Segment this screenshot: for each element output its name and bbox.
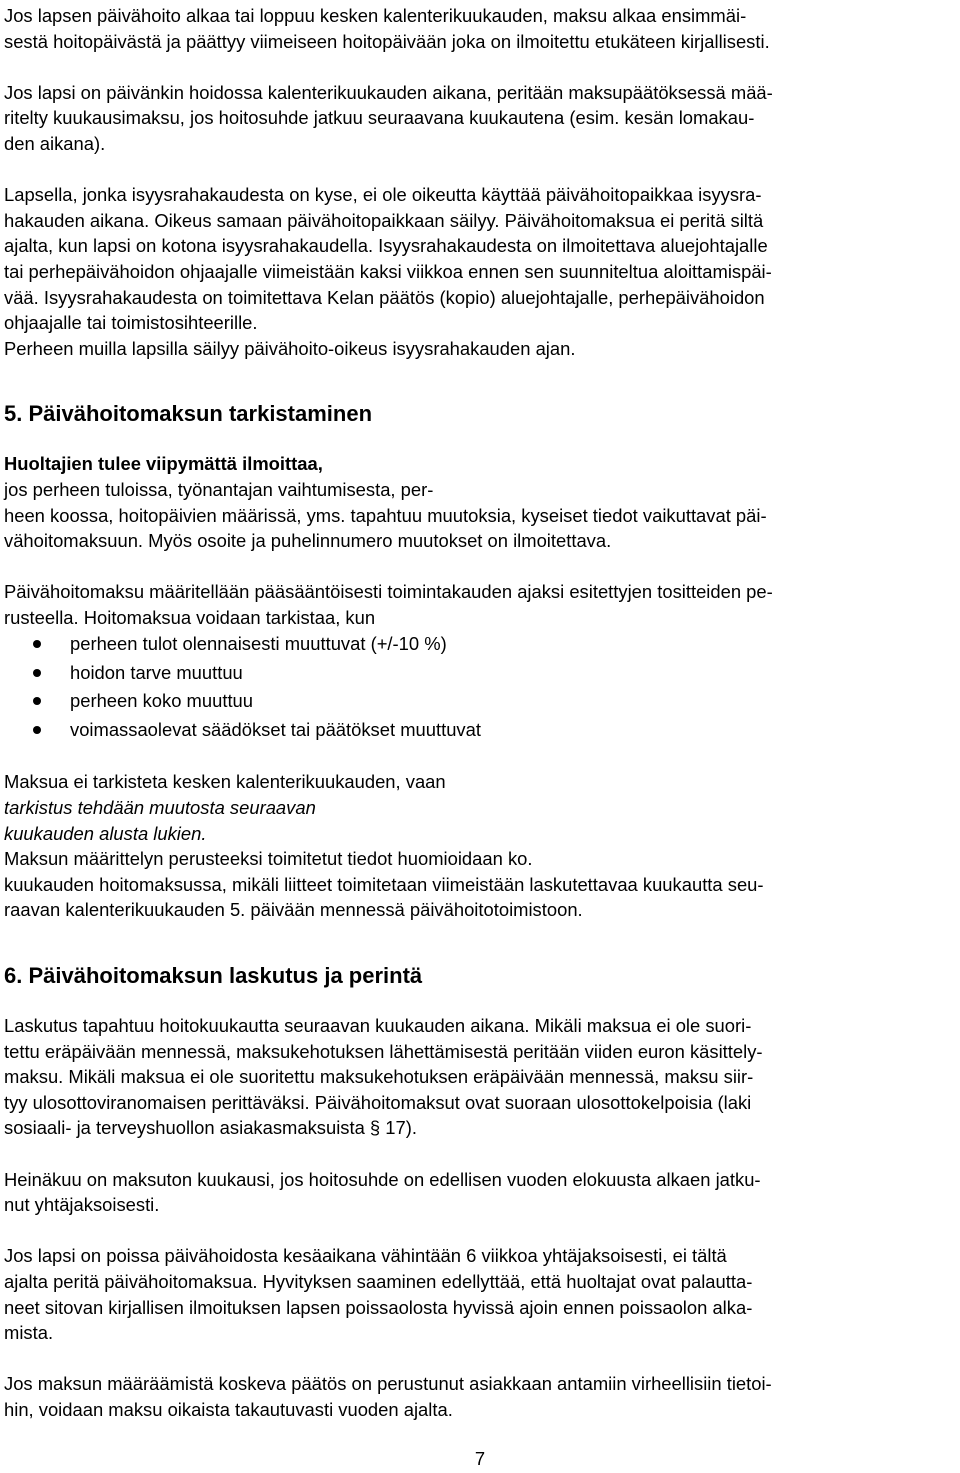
text-line: ritelty kuukausimaksu, jos hoitosuhde jatkuu seuraavana kuukautena (esim. kesän lomakau- [4,107,755,129]
notify-rest: jos perheen tuloissa, työnantajan vaihtumisesta, per- [4,478,434,500]
text-line: Heinäkuu on maksuton kuukausi, jos hoitosuhde on edellisen vuoden elokuusta alkaen jatku- [4,1168,761,1190]
paternity-leave-paragraph [4,182,956,361]
monthly-fee-paragraph [4,80,956,157]
text-line: tettu eräpäivään mennessä, maksukehotuksen lähettämisestä peritään viiden euron käsittely- [4,1040,763,1062]
notify-changes-paragraph [4,451,956,553]
july-free-paragraph [4,1167,956,1218]
document-page [4,0,956,1423]
fee-correction-paragraph [4,1371,956,1422]
section-6-heading: 6. Päivähoitomaksun laskutus ja perintä [4,963,423,989]
text-line: kuukauden hoitomaksussa, mikäli liitteet toimitetaan viimeistään laskutettavaa kuukautta seu- [4,873,764,895]
list-item: perheen koko muuttuu [4,687,956,716]
section-5-heading: 5. Päivähoitomaksun tarkistaminen [4,401,373,427]
text-line: Jos lapsi on päivänkin hoidossa kalenterikuukauden aikana, peritään maksupäätöksessä mää- [4,81,773,103]
text-line: heen koossa, hoitopäivien määrissä, yms. tapahtuu muutoksia, kyseiset tiedot vaikuttavat päi- [4,504,767,526]
text-line [4,451,956,502]
bullet-icon [33,697,41,705]
review-timing-paragraph [4,769,956,923]
text-line: Päivähoitomaksu määritellään pääsääntöisesti toimintakauden ajaksi esitettyjen tositteiden pe- [4,581,773,603]
text-line: ajalta peritä päivähoitomaksua. Hyvityksen saaminen edellyttää, että huoltajat ovat palautta- [4,1270,753,1292]
summer-absence-paragraph [4,1243,956,1345]
text-line: den aikana). [4,132,106,154]
text-line: Lapsella, jonka isyysrahakaudesta on kyse, ei ole oikeutta käyttää päivähoitopaikkaa isyysra- [4,184,762,206]
bullet-icon [33,669,41,677]
text-line: sosiaali- ja terveyshuollon asiakasmaksuista § 17). [4,1117,417,1139]
text-line: Laskutus tapahtuu hoitokuukautta seuraavan kuukauden aikana. Mikäli maksua ei ole suori- [4,1015,752,1037]
text-line: vähoitomaksuun. Myös osoite ja puhelinnumero muutokset on ilmoitettava. [4,530,612,552]
text-line: tai perhepäivähoidon ohjaajalle viimeistään kaksi viikkoa ennen sen suunniteltua aloittamispäi- [4,260,772,282]
text-line: ajalta, kun lapsi on kotona isyysrahakaudella. Isyysrahakaudesta on ilmoitettava aluejohtajalle [4,235,768,257]
text-line: sestä hoitopäivästä ja päättyy viimeiseen hoitopäivään joka on ilmoitettu etukäteen kirjallisesti. [4,30,770,52]
text-line: Maksua ei tarkisteta kesken kalenterikuukauden, vaan tarkistus tehdään muutosta seuraavan [4,769,956,820]
text-line: kuukauden alusta lukien. Maksun määrittelyn perusteeksi toimitetut tiedot huomioidaan ko. [4,821,956,872]
bullet-icon [33,726,41,734]
text-line: ohjaajalle tai toimistosihteerille. [4,312,258,334]
italic-emphasis: tarkistus tehdään muutosta seuraavan [4,797,316,819]
text-line: neet sitovan kirjallisen ilmoituksen lapsen poissaolosta hyvissä ajoin ennen poissaolon alka- [4,1296,753,1318]
text-line: raavan kalenterikuukauden 5. päivään mennessä päivähoitotoimistoon. [4,899,583,921]
text-line: vää. Isyysrahakaudesta on toimitettava Kelan päätös (kopio) aluejohtajalle, perhepäivähoidon [4,286,765,308]
billing-paragraph [4,1013,956,1141]
review-conditions-list [4,630,956,744]
intro-paragraph [4,3,956,54]
notify-bold-lead: Huoltajien tulee viipymättä ilmoittaa, [4,453,323,475]
italic-emphasis: kuukauden alusta lukien. [4,822,207,844]
text-line: maksu. Mikäli maksua ei ole suoritettu maksukehotuksen eräpäivään mennessä, maksu siir- [4,1066,754,1088]
text-line: Perheen muilla lapsilla säilyy päivähoito-oikeus isyysrahakauden ajan. [4,337,576,359]
text-line: hakauden aikana. Oikeus samaan päivähoitopaikkaan säilyy. Päivähoitomaksua ei peritä siltä [4,209,764,231]
text-line: nut yhtäjaksoisesti. [4,1194,160,1216]
list-item: hoidon tarve muuttuu [4,659,956,688]
text-line: mista. [4,1322,54,1344]
text-line: Jos lapsi on poissa päivähoidosta kesäaikana vähintään 6 viikkoa yhtäjaksoisesti, ei tältä [4,1245,727,1267]
list-item: perheen tulot olennaisesti muuttuvat (+/-10 %) [4,630,956,659]
fee-defined-paragraph [4,579,956,630]
text-line: hin, voidaan maksu oikaista takautuvasti vuoden ajalta. [4,1398,453,1420]
page-number: 7 [474,1448,486,1469]
text-line: Jos lapsen päivähoito alkaa tai loppuu kesken kalenterikuukauden, maksu alkaa ensimmäi- [4,5,747,26]
text-line: rusteella. Hoitomaksua voidaan tarkistaa, kun [4,606,376,628]
list-item: voimassaolevat säädökset tai päätökset muuttuvat [4,716,956,745]
text-line: tyy ulosottoviranomaisen perittäväksi. Päivähoitomaksut ovat suoraan ulosottokelpoisia (laki [4,1091,752,1113]
text-line: Jos maksun määräämistä koskeva päätös on perustunut asiakkaan antamiin virheellisiin tietoi- [4,1373,772,1395]
bullet-icon [33,640,41,648]
